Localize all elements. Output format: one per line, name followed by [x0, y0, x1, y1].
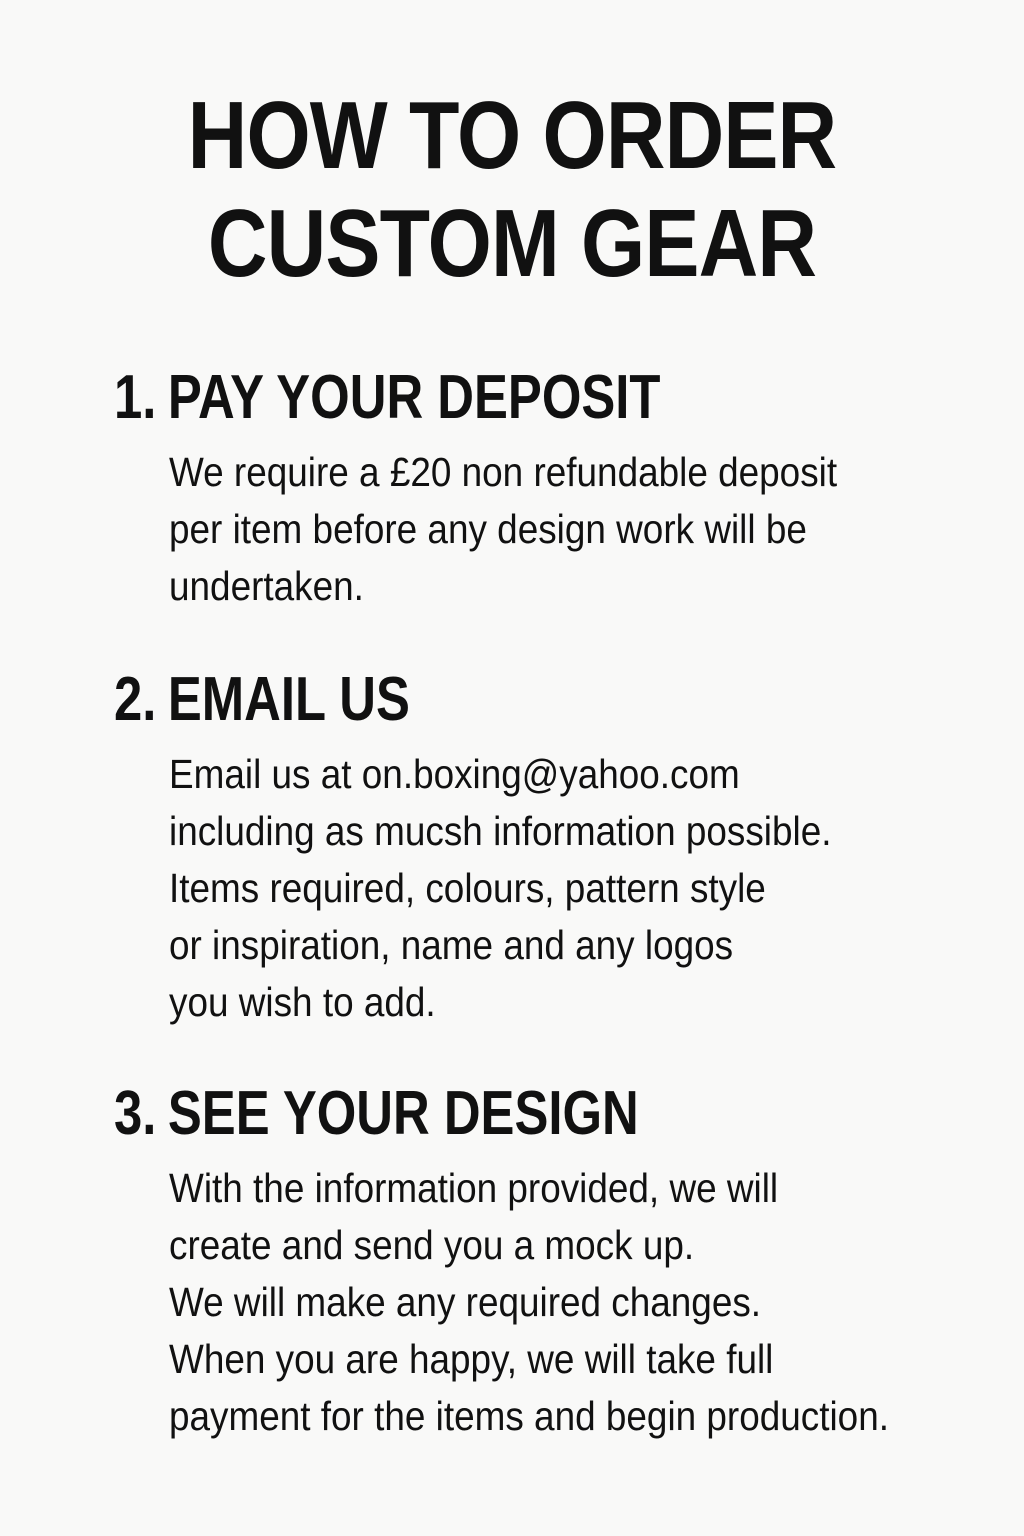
step-description-line: Email us at on.boxing@yahoo.com	[169, 751, 740, 797]
step-description-line: Items required, colours, pattern style	[169, 865, 766, 911]
step-heading-text: EMAIL US	[167, 665, 410, 734]
step-description-line: We require a £20 non refundable deposit	[169, 449, 838, 495]
page-title	[72, 82, 953, 298]
step-description-line: payment for the items and begin production.	[169, 1393, 889, 1439]
step-email-us	[114, 666, 974, 1031]
step-description-line: When you are happy, we will take full	[169, 1336, 774, 1382]
step-heading-text: SEE YOUR DESIGN	[167, 1079, 639, 1148]
step-heading-text: PAY YOUR DEPOSIT	[167, 363, 661, 432]
step-description	[169, 1160, 961, 1445]
step-description-line: undertaken.	[169, 563, 364, 609]
step-see-your-design	[114, 1080, 974, 1445]
step-heading	[114, 364, 819, 432]
step-description-line: With the information provided, we will	[169, 1165, 779, 1211]
step-number: 2.	[114, 665, 157, 734]
step-number: 1.	[114, 363, 157, 432]
step-description-line: per item before any design work will be	[169, 506, 807, 552]
step-description	[169, 444, 961, 615]
page-title-line-1: HOW TO ORDER	[187, 82, 837, 189]
step-description-line: or inspiration, name and any logos	[169, 922, 734, 968]
page-title-line-2: CUSTOM GEAR	[207, 190, 817, 297]
step-number: 3.	[114, 1079, 157, 1148]
step-description-line: you wish to add.	[169, 979, 436, 1025]
step-description-line: including as mucsh information possible.	[169, 808, 832, 854]
step-description-line: create and send you a mock up.	[169, 1222, 695, 1268]
step-description	[169, 746, 961, 1031]
step-description-line: We will make any required changes.	[169, 1279, 762, 1325]
step-heading	[114, 666, 819, 734]
step-pay-deposit	[114, 364, 974, 615]
step-heading	[114, 1080, 819, 1148]
